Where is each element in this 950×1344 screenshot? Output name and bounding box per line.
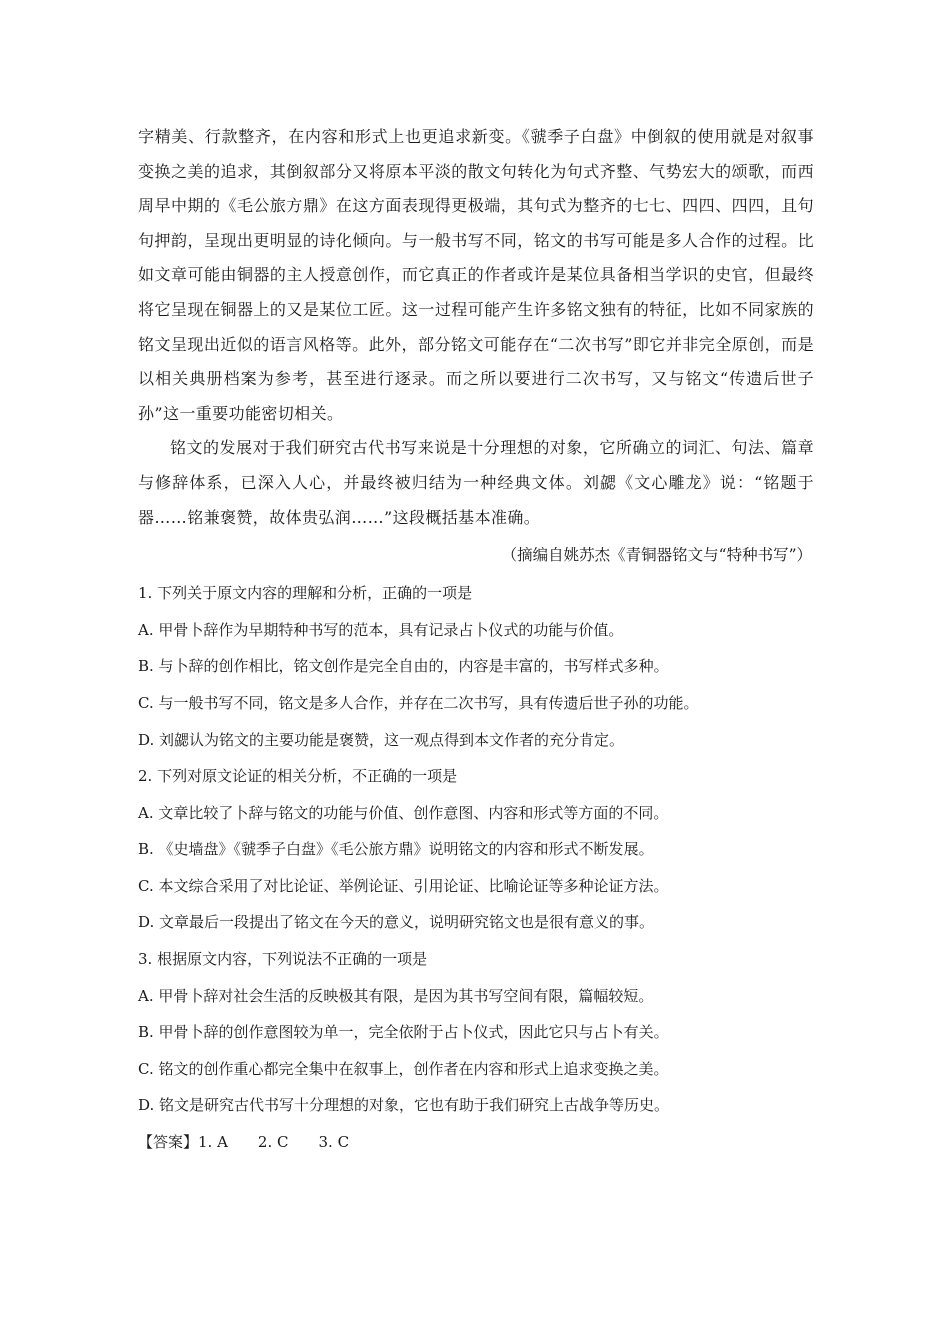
question-stem: 2. 下列对原文论证的相关分析，不正确的一项是 bbox=[138, 767, 458, 786]
question-1 bbox=[138, 575, 814, 758]
passage-source-citation: （摘编自姚苏杰《青铜器铭文与“特种书写”） bbox=[501, 546, 812, 565]
answer-key bbox=[138, 1124, 814, 1160]
question-stem: 1. 下列关于原文内容的理解和分析，正确的一项是 bbox=[138, 584, 473, 603]
option-d: D. 刘勰认为铭文的主要功能是褒赞，这一观点得到本文作者的充分肯定。 bbox=[138, 730, 625, 749]
option-b: B. 与卜辞的创作相比，铭文创作是完全自由的，内容是丰富的，书写样式多种。 bbox=[138, 657, 669, 676]
option-d: D. 铭文是研究古代书写十分理想的对象，它也有助于我们研究上古战争等历史。 bbox=[138, 1096, 670, 1115]
option-a: A. 甲骨卜辞作为早期特种书写的范本，具有记录占卜仪式的功能与价值。 bbox=[138, 620, 624, 639]
option-b: B. 《史墙盘》《虢季子白盘》《毛公旅方鼎》说明铭文的内容和形式不断发展。 bbox=[138, 840, 654, 859]
option-b: B. 甲骨卜辞的创作意图较为单一，完全依附于占卜仪式，因此它只与占卜有关。 bbox=[138, 1023, 669, 1042]
document-page bbox=[138, 120, 814, 1160]
answer-label: 【答案】 bbox=[138, 1133, 199, 1152]
passage-paragraph-2: 铭文的发展对于我们研究古代书写来说是十分理想的对象，它所确立的词汇、句法、篇章与修辞体系，已深入人心，并最终被归结为一种经典文体。刘勰《文心雕龙》说：“铭题于器……铭兼褒赞，故体贵弘润……”这段概括基本准确。 bbox=[138, 438, 814, 527]
question-stem: 3. 根据原文内容，下列说法不正确的一项是 bbox=[138, 950, 428, 969]
option-c: C. 铭文的创作重心都完全集中在叙事上，创作者在内容和形式上追求变换之美。 bbox=[138, 1059, 669, 1078]
option-c: C. 本文综合采用了对比论证、举例论证、引用论证、比喻论证等多种论证方法。 bbox=[138, 876, 669, 895]
option-c: C. 与一般书写不同，铭文是多人合作，并存在二次书写，具有传遗后世子孙的功能。 bbox=[138, 693, 699, 712]
answer-text: 1. A 2. C 3. C bbox=[198, 1133, 350, 1152]
option-a: A. 文章比较了卜辞与铭文的功能与价值、创作意图、内容和形式等方面的不同。 bbox=[138, 803, 669, 822]
option-d: D. 文章最后一段提出了铭文在今天的意义，说明研究铭文也是很有意义的事。 bbox=[138, 913, 655, 932]
option-a: A. 甲骨卜辞对社会生活的反映极其有限，是因为其书写空间有限，篇幅较短。 bbox=[138, 986, 654, 1005]
question-3 bbox=[138, 941, 814, 1124]
passage-paragraph-1: 字精美、行款整齐，在内容和形式上也更追求新变。《虢季子白盘》中倒叙的使用就是对叙事变换之美的追求，其倒叙部分又将原本平淡的散文句转化为句式齐整、气势宏大的颂歌，而西周早中期的《毛公旅方鼎》在这方面表现得更极端，其句式为整齐的七七、四四、四四，且句句押韵，呈现出更明显的诗化倾向。与一般书写不同，铭文的书写可能是多人合作的过程。比如文章可能由铜器的主人授意创作，而它真正的作者或许是某位具备相当学识的史官，但最终将它呈现在铜器上的又是某位工匠。这一过程可能产生许多铭文独有的特征，比如不同家族的铭文呈现出近似的语言风格等。此外，部分铭文可能存在“二次书写”即它并非完全原创，而是以相关典册档案为参考，甚至进行逐录。而之所以要进行二次书写，又与铭文“传遗后世子孙”这一重要功能密切相关。 bbox=[138, 127, 814, 423]
question-2 bbox=[138, 758, 814, 941]
